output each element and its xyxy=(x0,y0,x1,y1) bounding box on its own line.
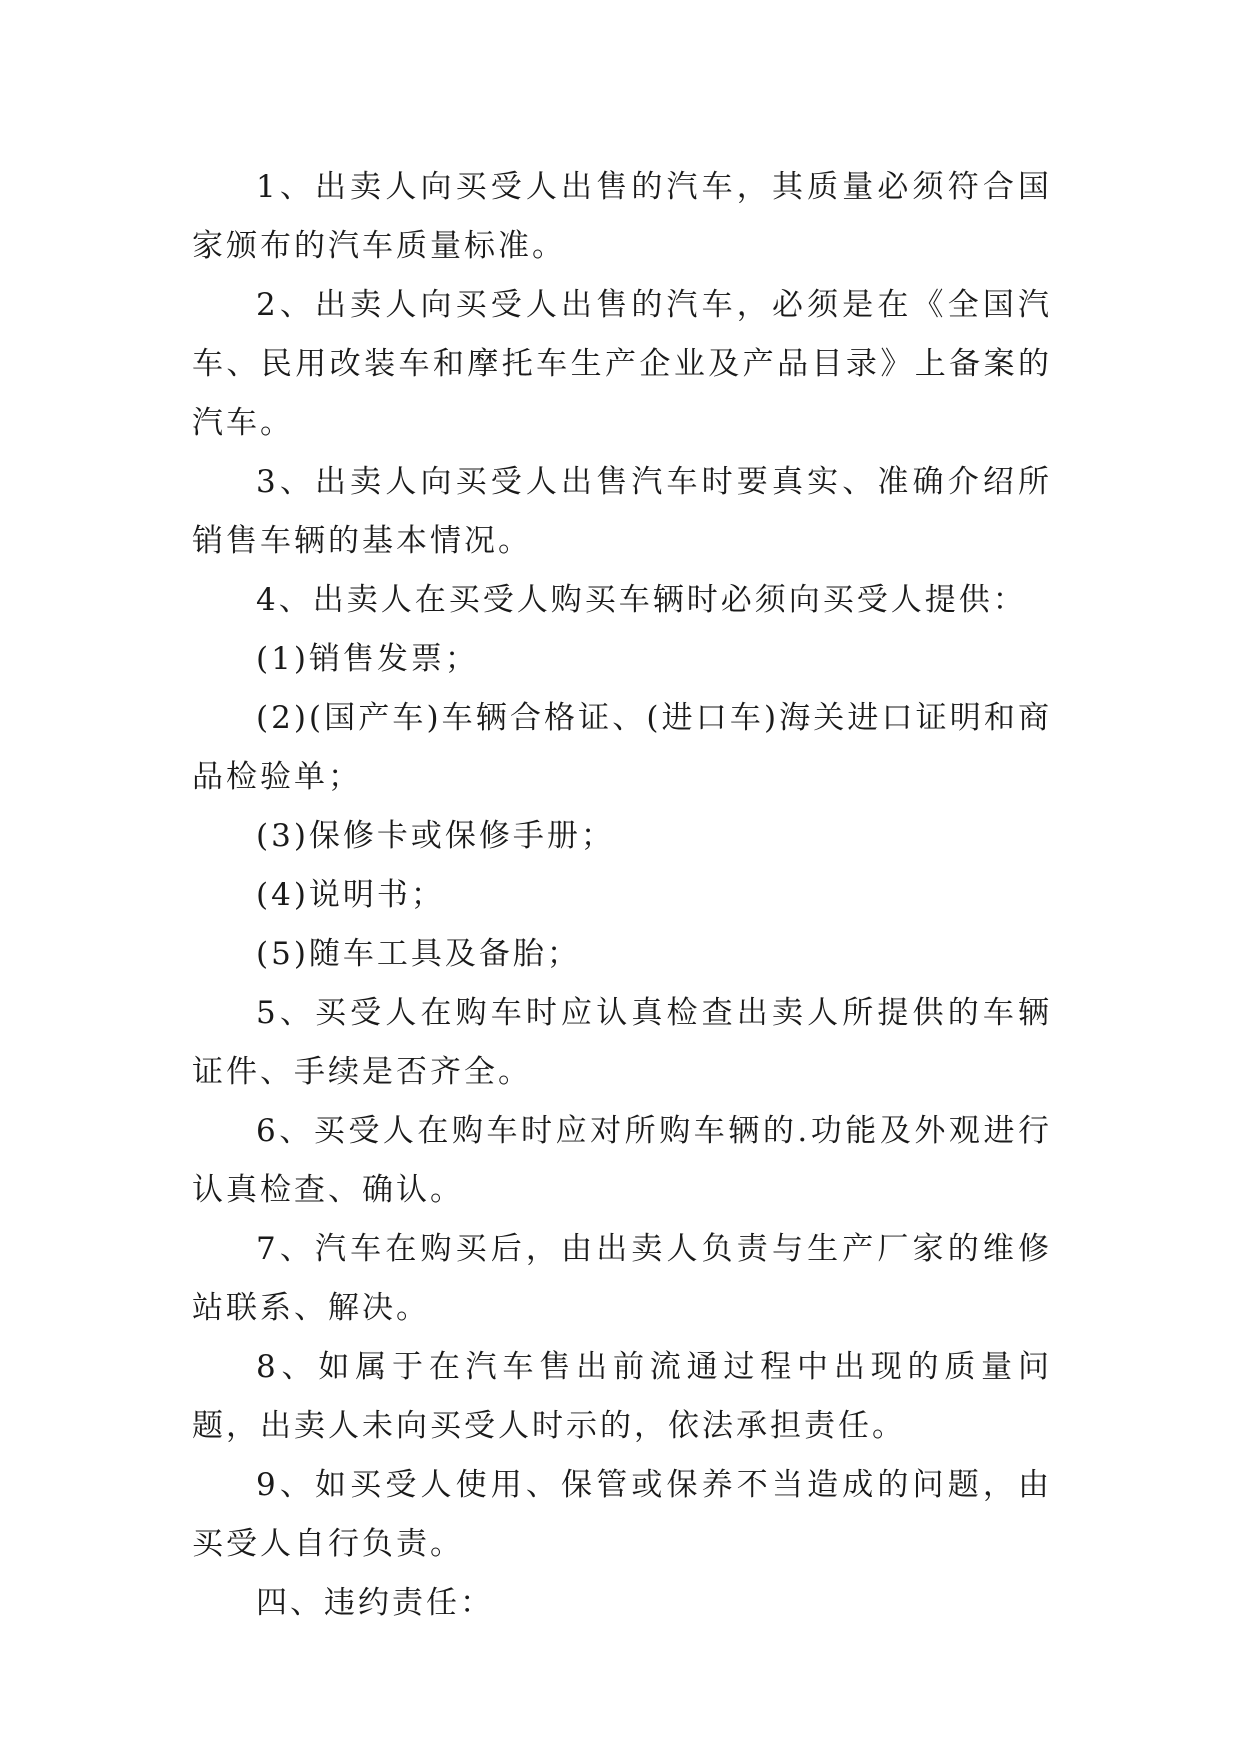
section-heading-breach-liability: 四、违约责任： xyxy=(256,1585,494,1621)
clause-1: 1、出卖人向买受人出售的汽车，其质量必须符合国家颁布的汽车质量标准。 xyxy=(192,169,1052,264)
clause-4-item-1: (1)销售发票； xyxy=(256,641,479,677)
clause-2: 2、出卖人向买受人出售的汽车，必须是在《全国汽车、民用改装车和摩托车生产企业及产品目录》上备案的汽车。 xyxy=(192,287,1052,441)
clause-8: 8、如属于在汽车售出前流通过程中出现的质量问题，出卖人未向买受人时示的，依法承担责任。 xyxy=(192,1349,1052,1444)
clause-9: 9、如买受人使用、保管或保养不当造成的问题，由买受人自行负责。 xyxy=(192,1467,1052,1562)
document-body xyxy=(192,158,1052,1633)
clause-4-item-4: (4)说明书； xyxy=(256,877,445,913)
clause-4-item-2: (2)(国产车)车辆合格证、(进口车)海关进口证明和商品检验单； xyxy=(192,700,1052,795)
clause-4-item-3: (3)保修卡或保修手册； xyxy=(256,818,615,854)
clause-5: 5、买受人在购车时应认真检查出卖人所提供的车辆证件、手续是否齐全。 xyxy=(192,995,1052,1090)
clause-6: 6、买受人在购车时应对所购车辆的.功能及外观进行认真检查、确认。 xyxy=(192,1113,1052,1208)
clause-4: 4、出卖人在买受人购买车辆时必须向买受人提供： xyxy=(256,582,1027,618)
clause-3: 3、出卖人向买受人出售汽车时要真实、准确介绍所销售车辆的基本情况。 xyxy=(192,464,1052,559)
clause-7: 7、汽车在购买后，由出卖人负责与生产厂家的维修站联系、解决。 xyxy=(192,1231,1052,1326)
clause-4-item-5: (5)随车工具及备胎； xyxy=(256,936,581,972)
